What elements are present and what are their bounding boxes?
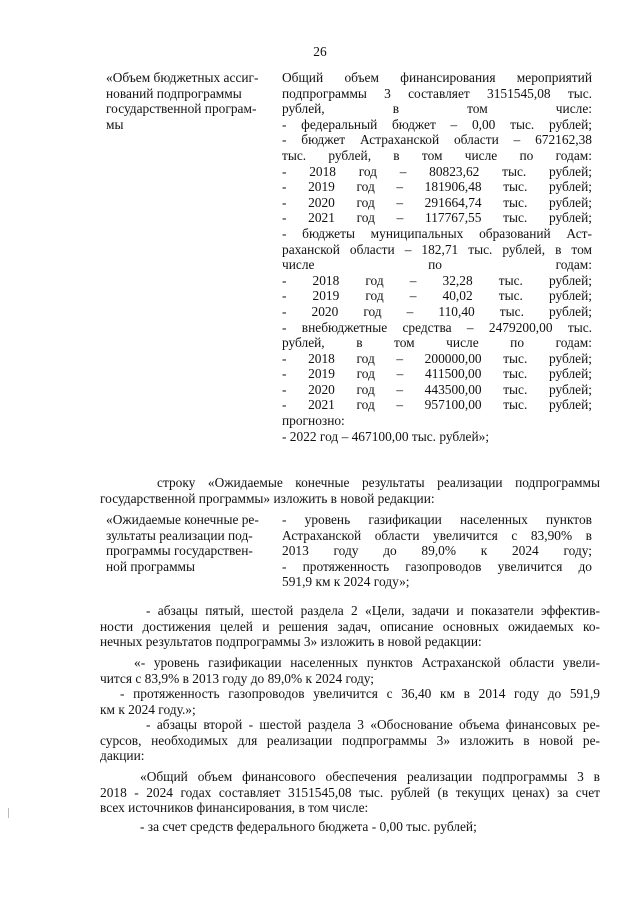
text-line: рублей, в том числе по годам: — [282, 335, 592, 351]
paragraph-pipeline-length — [100, 686, 600, 717]
text-line: - бюджеты муниципальных образований Аст- — [282, 225, 592, 241]
paragraph-gasification-level — [100, 655, 600, 686]
text-line: подпрограммы 3 составляет 3151545,08 тыс. — [282, 85, 592, 101]
text-line: Общий объем финансирования мероприятий — [282, 70, 592, 85]
text-line: «Ожидаемые конечные ре- — [106, 512, 259, 527]
text-line: - федеральный бюджет – 0,00 тыс. рублей; — [282, 116, 592, 132]
text-line: - 2019 год – 411500,00 тыс. рублей; — [282, 366, 592, 382]
paragraph-section-3-amendment — [100, 717, 600, 764]
text-line: Астраханской области увеличится с 83,90% в — [282, 527, 592, 543]
text-line: - 2021 год – 957100,00 тыс. рублей; — [282, 397, 592, 413]
text-line: «Общий объем финансового обеспечения реализации подпрограммы 3 в — [140, 769, 600, 784]
expected-results-label — [106, 512, 282, 590]
text-line: - бюджет Астраханской области – 672162,38 — [282, 132, 592, 148]
page-number: 26 — [313, 44, 327, 59]
text-line: - 2018 год – 80823,62 тыс. рублей; — [282, 163, 592, 179]
text-line: сурсов, необходимых для реализации подпрограммы 3» изложить в новой ре- — [100, 732, 600, 748]
budget-allocation-value — [282, 70, 592, 444]
text-line: дакции: — [100, 748, 145, 764]
margin-mark — [8, 808, 9, 818]
paragraph-section-2-amendment — [100, 603, 600, 650]
paragraph-total-financing — [100, 769, 600, 816]
text-line: - 2019 год – 40,02 тыс. рублей; — [282, 288, 592, 304]
text-line: строку «Ожидаемые конечные результаты реализации подпрограммы — [157, 475, 600, 490]
text-line: ной программы — [106, 558, 196, 574]
text-line: рублей, в том числе: — [282, 101, 592, 117]
text-line: - 2022 год – 467100,00 тыс. рублей»; — [282, 428, 490, 444]
text-line: мы — [106, 116, 124, 132]
text-line: - протяженность газопроводов увеличится до — [282, 558, 592, 574]
budget-allocation-row — [106, 70, 592, 444]
text-line: - 2020 год – 291664,74 тыс. рублей; — [282, 194, 592, 210]
expected-results-row — [106, 512, 592, 590]
budget-allocation-label — [106, 70, 282, 444]
text-line: ности достижения целей и решения задач, описание основных ожидаемых ко- — [100, 618, 600, 634]
paragraph-replace-results-row — [100, 475, 600, 506]
text-line: прогнозно: — [282, 413, 345, 429]
text-line: км к 2024 году.»; — [100, 701, 196, 717]
text-line: нований подпрограммы — [106, 85, 242, 101]
text-line: «- уровень газификации населенных пунктов Астраханской области увели- — [134, 655, 600, 670]
text-line: программы государствен- — [106, 543, 253, 559]
text-line: - за счет средств федерального бюджета - 0,00 тыс. рублей; — [140, 819, 477, 834]
text-line: всех источников финансирования, в том числе: — [100, 800, 369, 816]
text-line: - 2018 год – 200000,00 тыс. рублей; — [282, 350, 592, 366]
text-line: зультаты реализации под- — [106, 527, 253, 543]
text-line: - абзацы пятый, шестой раздела 2 «Цели, задачи и показатели эффектив- — [146, 603, 600, 618]
text-line: нечных результатов подпрограммы 3» изложить в новой редакции: — [100, 634, 482, 650]
text-line: «Объем бюджетных ассиг- — [106, 70, 259, 85]
text-line: 2018 - 2024 годах составляет 3151545,08 тыс. рублей (в текущих ценах) за счет — [100, 784, 600, 800]
text-line: - 2019 год – 181906,48 тыс. рублей; — [282, 179, 592, 195]
expected-results-value — [282, 512, 592, 590]
text-line: - уровень газификации населенных пунктов — [282, 512, 592, 527]
text-line: - 2021 год – 117767,55 тыс. рублей; — [282, 210, 592, 226]
text-line: чится с 83,9% в 2013 году до 89,0% к 2024 году; — [100, 670, 375, 686]
text-line: - 2020 год – 443500,00 тыс. рублей; — [282, 381, 592, 397]
text-line: - 2018 год – 32,28 тыс. рублей; — [282, 272, 592, 288]
text-line: 591,9 км к 2024 году»; — [282, 574, 410, 590]
text-line: тыс. рублей, в том числе по годам: — [282, 147, 592, 163]
text-line: - 2020 год – 110,40 тыс. рублей; — [282, 303, 592, 319]
paragraph-federal-budget — [100, 819, 600, 835]
text-line: 2013 году до 89,0% к 2024 году; — [282, 543, 592, 559]
text-line: государственной программы» изложить в новой редакции: — [100, 490, 435, 506]
text-line: - внебюджетные средства – 2479200,00 тыс. — [282, 319, 592, 335]
text-line: - протяженность газопроводов увеличится с 36,40 км в 2014 году до 591,9 — [120, 686, 600, 701]
text-line: числе по годам: — [282, 257, 592, 273]
text-line: государственной програм- — [106, 101, 257, 117]
text-line: раханской области – 182,71 тыс. рублей, в том — [282, 241, 592, 257]
text-line: - абзацы второй - шестой раздела 3 «Обоснование объема финансовых ре- — [146, 717, 600, 732]
